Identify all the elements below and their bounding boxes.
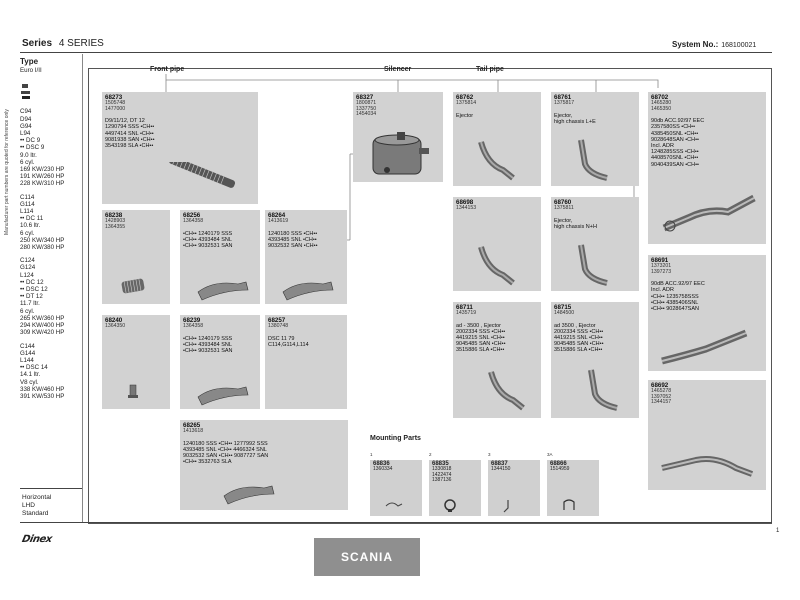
part-illustration	[473, 134, 523, 186]
euro-label: Euro I/II	[20, 67, 42, 75]
engine-spec: 169 KW/230 HP	[20, 166, 65, 174]
part-description	[183, 231, 257, 250]
part-illustration	[367, 130, 437, 182]
part-number: 68836	[373, 461, 390, 467]
part-description	[651, 281, 763, 312]
engine-spec: •• DT 12	[20, 293, 43, 301]
series-header	[22, 38, 104, 49]
scania-brand: SCANIA	[314, 538, 420, 576]
description-line: 1240180 SSS •CH••	[268, 230, 318, 237]
description-line: ad 3500 , Ejector	[554, 322, 596, 329]
description-line: •CH•• 1240179 SSS	[183, 335, 233, 342]
part-number: 68702	[651, 94, 669, 101]
part-illustration	[581, 364, 631, 417]
mounting-part-68836[interactable]	[370, 460, 422, 516]
description-line: 2357580SS •CH••	[651, 124, 695, 131]
part-description	[554, 218, 636, 230]
part-number: 68692	[651, 382, 669, 389]
mounting-index: 3A	[547, 452, 553, 457]
part-description	[268, 231, 344, 250]
part-card-68239[interactable]	[180, 315, 260, 409]
part-card-68760[interactable]	[551, 197, 639, 291]
part-illustration	[571, 134, 621, 186]
part-number: 68835	[432, 461, 449, 467]
description-line: •CH•• 9028647SAN	[651, 306, 699, 312]
part-card-68264[interactable]	[265, 210, 347, 304]
description-line: 3543198 SLA •CH••	[105, 143, 154, 149]
engine-group	[20, 108, 82, 187]
description-line: 3515886 SLA •CH••	[554, 347, 603, 354]
part-number: 68762	[456, 94, 474, 101]
part-number: 68691	[651, 257, 669, 264]
part-card-68327[interactable]	[353, 92, 443, 182]
engine-spec: 265 KW/360 HP	[20, 314, 65, 322]
description-line: 9032532 SAN •CH••	[268, 243, 318, 249]
part-number: 68239	[183, 317, 201, 324]
part-number: 68240	[105, 317, 123, 324]
description-line: 1290794 SSS •CH••	[105, 124, 155, 131]
part-card-68692[interactable]	[648, 380, 766, 490]
part-card-68257[interactable]	[265, 315, 347, 409]
description-line: 1240180 SSS •CH•• 1277992 SSS	[183, 440, 268, 447]
description-line: •CH•• 4385406SNL	[651, 299, 699, 306]
engine-spec: 391 KW/530 HP	[20, 392, 65, 400]
description-line: D9/11/12, DT 12	[105, 118, 145, 125]
description-line: 9032532 SAN •CH•• 9087727 SAN	[183, 453, 269, 459]
part-description	[456, 323, 538, 354]
engine-spec: 14.1 ltr.	[20, 371, 41, 379]
engine-spec: 309 KW/420 HP	[20, 329, 65, 337]
description-line: •CH•• 4393484 SNL	[183, 236, 232, 243]
orientation-label: Horizontal	[22, 494, 52, 501]
description-line: Incl. ADR	[651, 143, 674, 149]
oem-number: 1387136	[432, 477, 452, 484]
left-divider	[20, 488, 82, 489]
oem-number: 1514959	[550, 466, 570, 473]
part-number: 68256	[183, 212, 201, 219]
oem-number: 1413619	[268, 218, 289, 224]
description-line: 9081938 SAN •CH••	[105, 136, 155, 143]
mounting-part-68866[interactable]	[547, 460, 599, 516]
part-illustration	[279, 274, 339, 304]
engine-spec: C144	[20, 342, 35, 350]
oem-number: 1344150	[491, 466, 511, 473]
oem-number: 1397273	[651, 268, 672, 275]
engine-spec: 9.0 ltr.	[20, 151, 37, 159]
engine-group	[20, 343, 82, 401]
description-line: Ejector	[456, 112, 474, 119]
part-illustration	[124, 381, 144, 404]
description-line: 4408570SNL •CH••	[651, 155, 699, 162]
description-line: 1248285SSS •CH••	[651, 149, 699, 156]
side-note: Manufacturer part numbers are quoted for reference only	[4, 109, 10, 235]
part-card-68691[interactable]	[648, 255, 766, 371]
part-card-68761[interactable]	[551, 92, 639, 186]
engine-spec: C94	[20, 108, 32, 116]
engine-spec: •• DC 12	[20, 278, 44, 286]
header-rule	[20, 52, 772, 53]
engine-spec: 6 cyl.	[20, 158, 35, 166]
oem-number: 1344153	[456, 205, 477, 211]
oem-number: 1337750	[356, 105, 377, 112]
engine-spec: G114	[20, 200, 35, 208]
type-heading: Type	[20, 57, 39, 66]
description-line: 4393485 SNL •CH•• 4466324 SNL	[183, 446, 267, 453]
engine-spec: L94	[20, 130, 31, 138]
description-line: •CH•• 4393484 SNL	[183, 341, 232, 348]
mounting-illustration	[443, 498, 457, 514]
description-line: 4497414 SNL •CH••	[105, 130, 154, 137]
oem-number: 1364350	[105, 323, 126, 329]
mounting-index: 3	[488, 452, 491, 457]
engine-spec: C124	[20, 257, 35, 265]
engine-spec: V8 cyl.	[20, 378, 39, 386]
engine-group	[20, 257, 82, 336]
engine-group	[20, 194, 82, 252]
mounting-index: 2	[429, 452, 432, 457]
part-number: 68761	[554, 94, 572, 101]
oem-number: 1330818	[432, 466, 452, 473]
description-line: 9045485 SAN •CH••	[456, 341, 506, 348]
oem-number: 1344157	[651, 399, 672, 406]
silencer-heading: Silencer	[384, 66, 412, 73]
part-number: 68837	[491, 461, 508, 467]
engine-spec: G144	[20, 349, 36, 357]
oem-number: 1364358	[183, 218, 204, 224]
part-card-68265[interactable]	[180, 420, 348, 510]
part-number: 68257	[268, 317, 286, 324]
oem-number: 1375811	[554, 205, 574, 211]
engine-spec: •• DSC 14	[20, 364, 48, 372]
mounting-illustration	[384, 498, 404, 512]
system-number	[672, 40, 756, 49]
engine-spec: L124	[20, 271, 34, 279]
part-description	[554, 113, 636, 125]
oem-number: 1364355	[105, 223, 126, 230]
engine-spec: 228 KW/310 HP	[20, 180, 65, 188]
oem-number: 1465278	[651, 388, 672, 394]
part-illustration	[483, 364, 533, 417]
tail-pipe-heading: Tail pipe	[476, 66, 504, 73]
engine-spec: L144	[20, 356, 34, 364]
part-description	[183, 336, 257, 355]
description-line: 2002334 SSS •CH••	[554, 328, 604, 335]
description-line: high chassis L+E	[554, 118, 596, 125]
description-line: 2002334 SSS •CH••	[456, 328, 506, 335]
bottom-rule	[20, 522, 772, 523]
panel-separator	[82, 54, 83, 522]
description-line: 90db ACC.92/97 EEC	[651, 118, 705, 125]
description-line: Incl. ADR	[651, 287, 674, 294]
type-panel	[20, 58, 82, 522]
description-line: 9045485 SAN •CH••	[554, 341, 604, 348]
oem-number: 1800871	[356, 100, 377, 106]
part-card-68240[interactable]	[102, 315, 170, 409]
engine-spec: D94	[20, 115, 32, 123]
description-line: Ejector,	[554, 217, 573, 224]
oem-number: 1397052	[651, 393, 672, 400]
engine-spec: 250 KW/340 HP	[20, 236, 65, 244]
oem-number: 1477000	[105, 105, 126, 112]
description-line: 3515886 SLA •CH••	[456, 347, 505, 354]
engine-groups	[20, 108, 82, 400]
part-number: 68698	[456, 199, 474, 206]
engine-spec: L114	[20, 208, 34, 216]
oem-number: 1505748	[105, 100, 126, 106]
part-card-68715[interactable]	[551, 302, 639, 418]
oem-number: 1454034	[356, 111, 377, 118]
mounting-part-68835[interactable]	[429, 460, 481, 516]
part-number: 68711	[456, 304, 473, 311]
part-illustration	[194, 274, 254, 304]
part-card-68238[interactable]	[102, 210, 170, 304]
engine-spec: 6 cyl.	[20, 307, 35, 315]
part-card-68273[interactable]	[102, 92, 258, 204]
series-label: Series	[22, 38, 53, 49]
truck-icon	[20, 82, 34, 100]
part-description	[456, 113, 538, 119]
engine-spec: •• DSC 12	[20, 286, 48, 294]
oem-number: 1364358	[183, 323, 204, 329]
mounting-parts-heading: Mounting Parts	[370, 435, 421, 442]
oem-number: 1435719	[456, 310, 477, 316]
description-line: high chassis N+H	[554, 223, 597, 230]
oem-number: 1422474	[432, 471, 452, 478]
engine-spec: 191 KW/260 HP	[20, 173, 65, 181]
part-description	[554, 323, 636, 354]
engine-spec: G124	[20, 264, 36, 272]
part-illustration	[162, 162, 252, 204]
description-line: ad - 3500 , Ejector	[456, 322, 501, 329]
description-line: 4419215 SNL •CH••	[456, 335, 505, 341]
system-label: System No.:	[672, 40, 719, 49]
part-number: 68327	[356, 94, 374, 101]
description-line: •CH•• 1240179 SSS	[183, 230, 233, 237]
mounting-part-68837[interactable]	[488, 460, 540, 516]
part-number: 68238	[105, 212, 123, 219]
engine-spec: 280 KW/380 HP	[20, 244, 65, 252]
series-value: 4 SERIES	[58, 38, 104, 49]
engine-spec: 11.7 ltr.	[20, 300, 40, 308]
part-description	[651, 118, 763, 168]
mounting-illustration	[561, 498, 577, 514]
oem-number: 1375817	[554, 100, 575, 106]
oem-number: 1380748	[268, 323, 289, 329]
engine-spec: 294 KW/400 HP	[20, 322, 65, 330]
part-illustration	[571, 239, 621, 291]
description-line: •CH•• 9032531 SAN	[183, 348, 233, 354]
engine-spec: 6 cyl.	[20, 229, 35, 237]
part-card-68256[interactable]	[180, 210, 260, 304]
oem-number: 1373201	[651, 263, 672, 269]
oem-number: 1465350	[651, 105, 672, 112]
truck-icons	[20, 82, 82, 100]
drive-side-label: LHD	[22, 502, 36, 509]
part-description	[268, 336, 344, 348]
engine-spec: C114	[20, 193, 35, 201]
part-number: 68264	[268, 212, 286, 219]
part-illustration	[658, 188, 762, 241]
part-illustration	[656, 325, 756, 371]
front-pipe-heading: Front pipe	[150, 66, 185, 73]
engine-spec: 338 KW/460 HP	[20, 385, 65, 393]
description-line: •CH•• 1235758SSS	[651, 293, 699, 300]
dinex-logo: Dinex	[20, 534, 53, 545]
description-line: 4385450SNL •CH••	[651, 130, 699, 137]
engine-spec: G94	[20, 122, 32, 130]
engine-spec: 10.6 ltr.	[20, 222, 41, 230]
part-card-68711[interactable]	[453, 302, 541, 418]
oem-number: 1484500	[554, 310, 575, 316]
description-line: DSC 11 79	[268, 335, 295, 342]
description-line: 90dB ACC.92/97 EEC	[651, 281, 705, 288]
oem-number: 1360334	[373, 466, 393, 473]
description-line: 4393485 SNL •CH••	[268, 236, 317, 243]
description-line: C114,G114,L114	[268, 341, 309, 348]
part-illustration	[656, 438, 760, 485]
description-line: 4419215 SNL •CH••	[554, 335, 603, 341]
oem-number: 1375814	[456, 100, 477, 106]
engine-spec: •• DC 11	[20, 215, 44, 223]
mounting-illustration	[502, 498, 514, 516]
part-number: 68715	[554, 304, 572, 311]
oem-number: 1428903	[105, 218, 126, 224]
part-card-68702[interactable]	[648, 92, 766, 244]
system-value: 168100021	[721, 42, 757, 49]
description-line: •CH•• 3532763 SLA	[183, 459, 232, 466]
part-number: 68273	[105, 94, 123, 101]
part-number: 68265	[183, 422, 201, 429]
bottom-spec	[22, 494, 51, 518]
variant-label: Standard	[22, 510, 49, 517]
oem-number: 1465280	[651, 100, 672, 106]
mounting-index: 1	[370, 452, 373, 457]
part-description	[105, 118, 255, 149]
part-illustration	[473, 239, 523, 291]
part-illustration	[118, 276, 150, 301]
description-line: •CH•• 9032531 SAN	[183, 243, 233, 249]
part-illustration	[194, 379, 254, 409]
description-line: 9028648SAN •CH••	[651, 136, 699, 143]
part-number: 68760	[554, 199, 572, 206]
part-number: 68866	[550, 461, 567, 467]
part-description	[183, 441, 345, 466]
part-card-68762[interactable]	[453, 92, 541, 186]
part-illustration	[220, 478, 280, 510]
engine-spec: •• DC 9	[20, 137, 41, 145]
oem-number: 1413618	[183, 428, 204, 434]
engine-spec: •• DSC 9	[20, 144, 45, 152]
description-line: Ejector,	[554, 112, 573, 119]
description-line: 9040439SAN •CH••	[651, 161, 699, 168]
part-card-68698[interactable]	[453, 197, 541, 291]
page-mark: 1	[776, 528, 780, 534]
